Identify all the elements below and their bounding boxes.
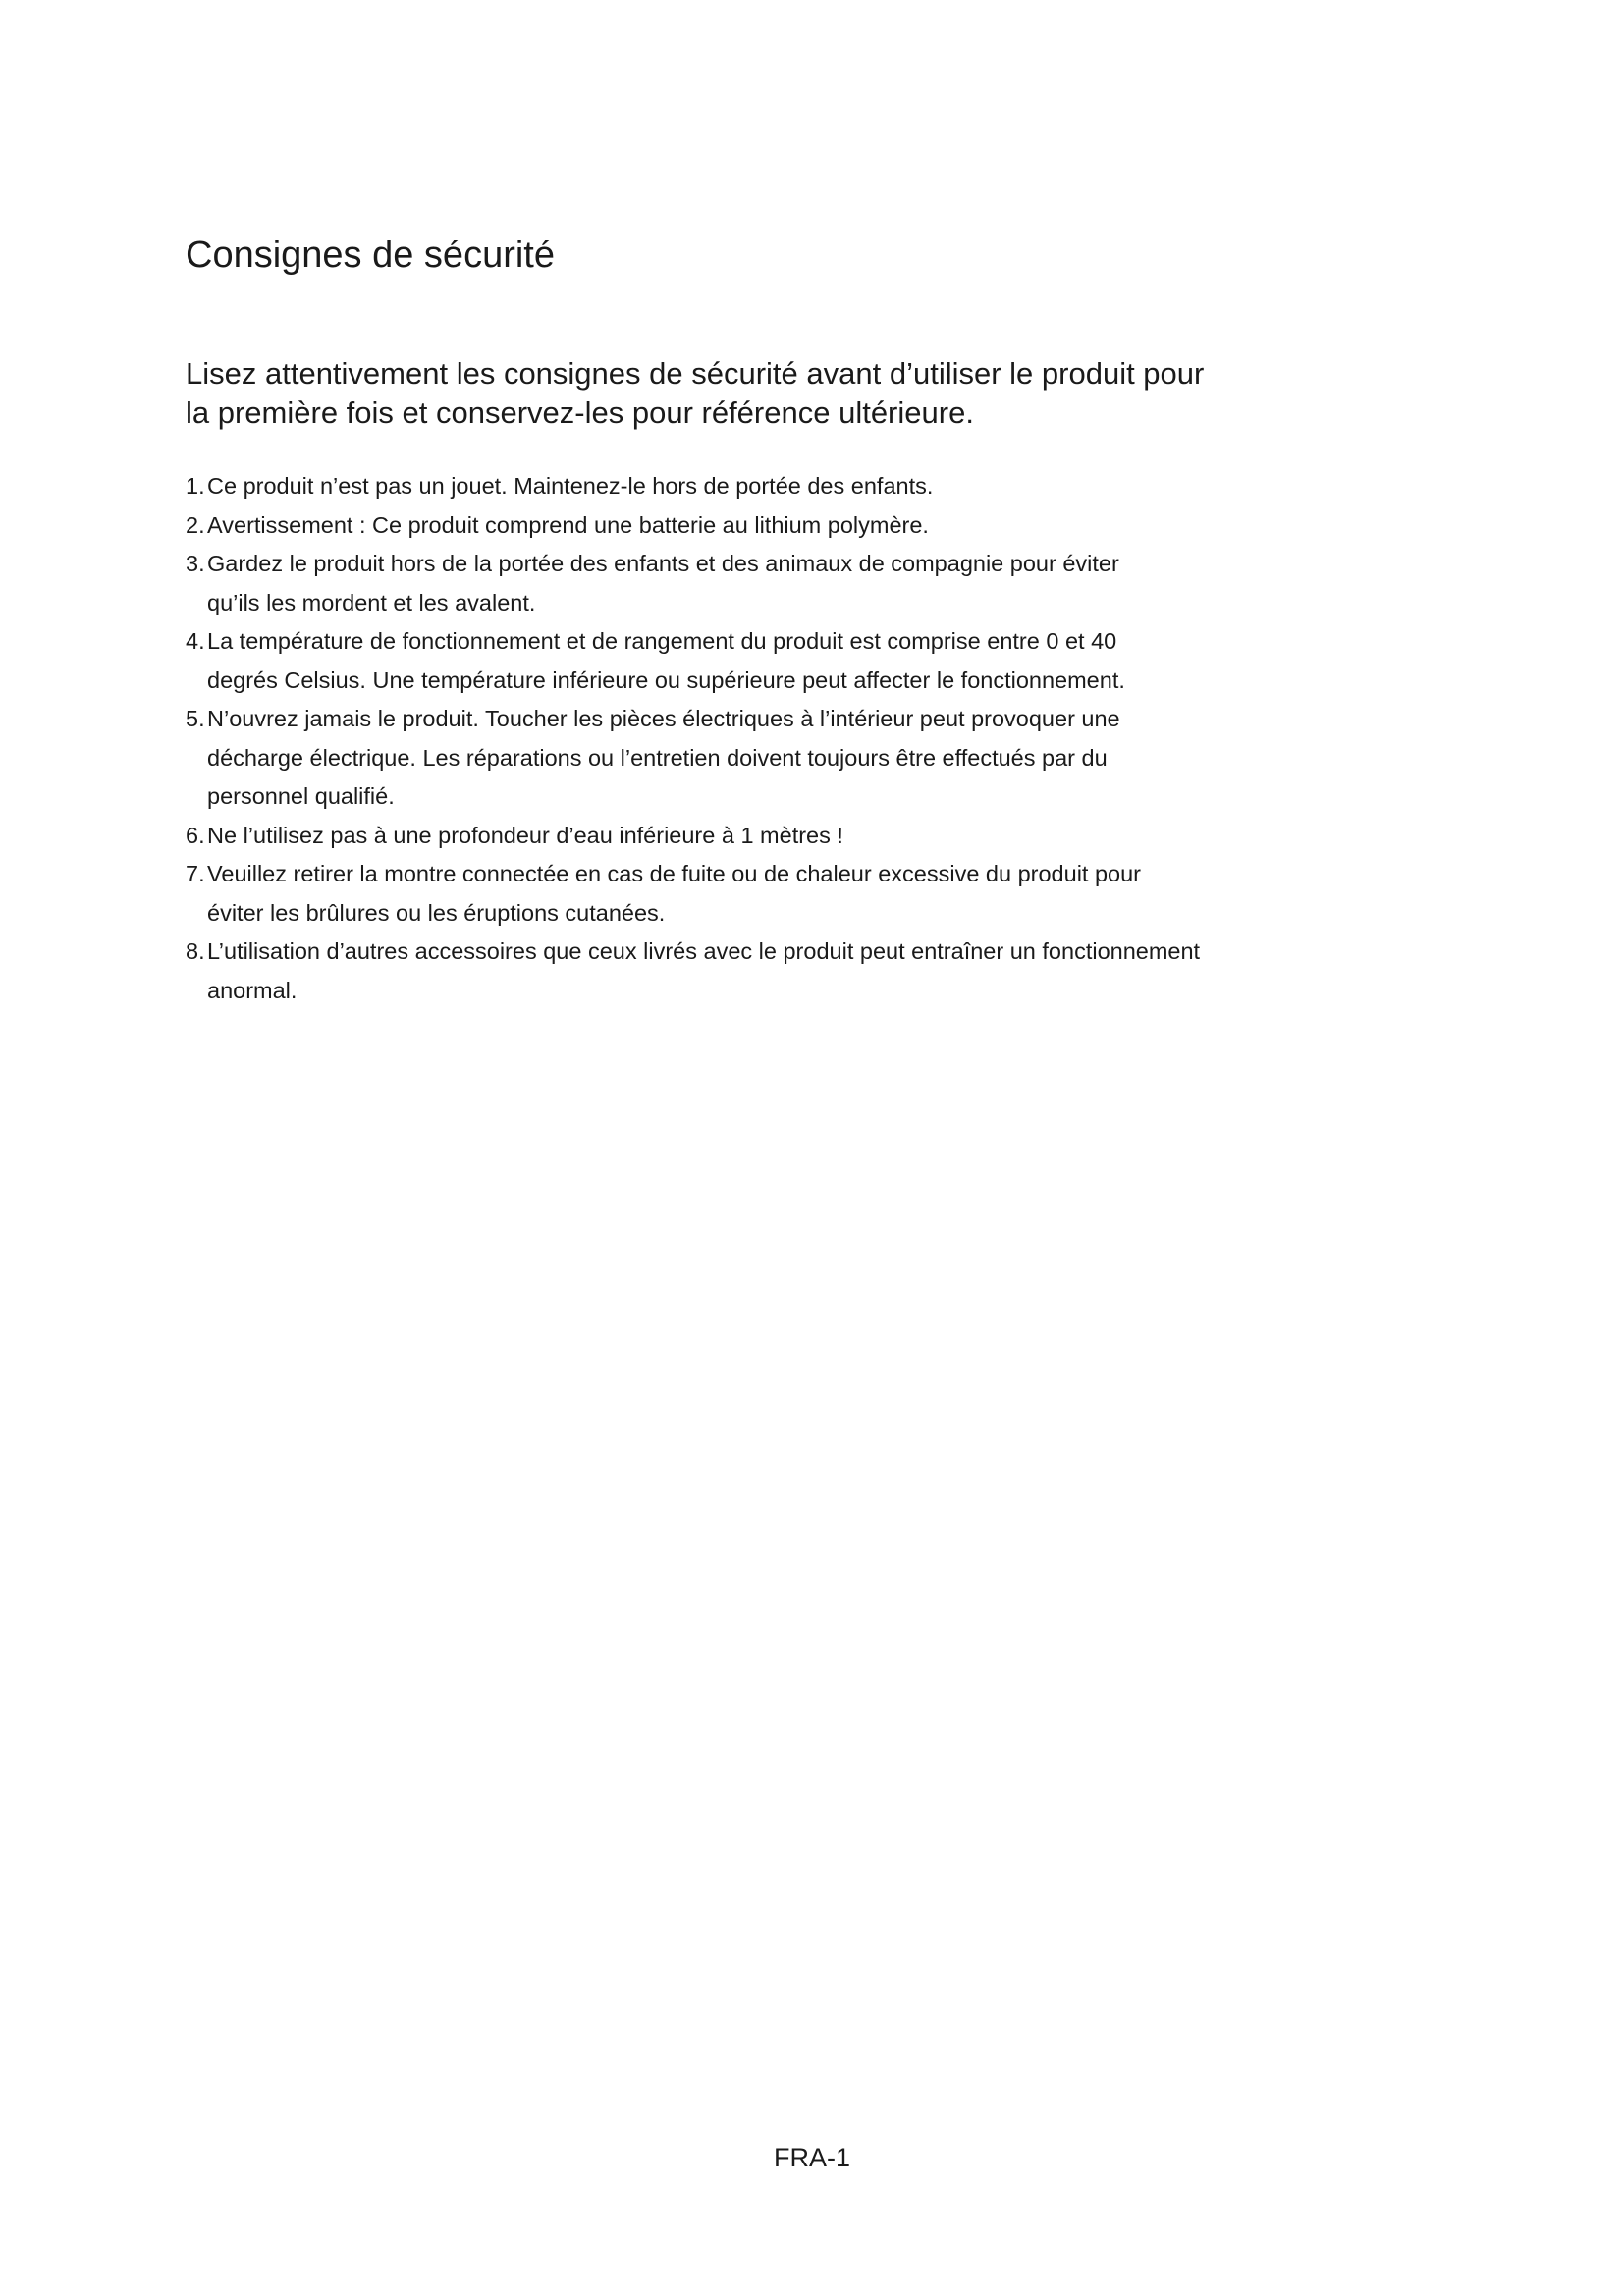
page-title: Consignes de sécurité (186, 235, 555, 276)
item-text: anormal. (207, 977, 298, 1003)
list-item (186, 507, 1541, 546)
intro-line: Lisez attentivement les consignes de sécurité avant d’utiliser le produit pour (186, 356, 1205, 391)
list-item (186, 622, 1541, 700)
list-item (186, 933, 1541, 1010)
item-number: 6. (186, 822, 205, 848)
item-number: 7. (186, 861, 205, 886)
item-text: décharge électrique. Les réparations ou l’entretien doivent toujours être effectués par du (207, 744, 1108, 771)
list-item (186, 817, 1541, 856)
item-text: Avertissement : Ce produit comprend une batterie au lithium polymère. (207, 511, 929, 538)
item-number: 5. (186, 706, 205, 731)
item-number: 2. (186, 511, 205, 538)
item-text: degrés Celsius. Une température inférieure ou supérieure peut affecter le fonctionnement. (207, 667, 1125, 693)
item-text: éviter les brûlures ou les éruptions cutanées. (207, 899, 666, 926)
item-text: N’ouvrez jamais le produit. Toucher les pièces électriques à l’intérieur peut provoquer une (207, 706, 1120, 731)
item-text: La température de fonctionnement et de rangement du produit est comprise entre 0 et 40 (207, 628, 1117, 654)
item-text: Veuillez retirer la montre connectée en cas de fuite ou de chaleur excessive du produit pour (207, 861, 1142, 886)
list-item (186, 700, 1541, 817)
item-number: 1. (186, 473, 205, 499)
intro-paragraph (186, 354, 1462, 433)
list-item (186, 545, 1541, 622)
item-number: 4. (186, 628, 205, 654)
item-text: Gardez le produit hors de la portée des enfants et des animaux de compagnie pour éviter (207, 551, 1119, 576)
page-number: FRA-1 (773, 2143, 850, 2172)
item-text: Ce produit n’est pas un jouet. Maintenez-le hors de portée des enfants. (207, 473, 934, 499)
item-number: 8. (186, 938, 205, 964)
list-item (186, 467, 1541, 507)
item-number: 3. (186, 551, 205, 576)
item-text: Ne l’utilisez pas à une profondeur d’eau inférieure à 1 mètres ! (207, 822, 843, 848)
intro-line: la première fois et conservez-les pour référence ultérieure. (186, 396, 974, 430)
list-item (186, 855, 1541, 933)
item-text: qu’ils les mordent et les avalent. (207, 589, 536, 615)
safety-instructions-list (186, 467, 1541, 1010)
item-text: personnel qualifié. (207, 783, 395, 809)
item-text: L’utilisation d’autres accessoires que ceux livrés avec le produit peut entraîner un fonctionnement (207, 938, 1201, 964)
